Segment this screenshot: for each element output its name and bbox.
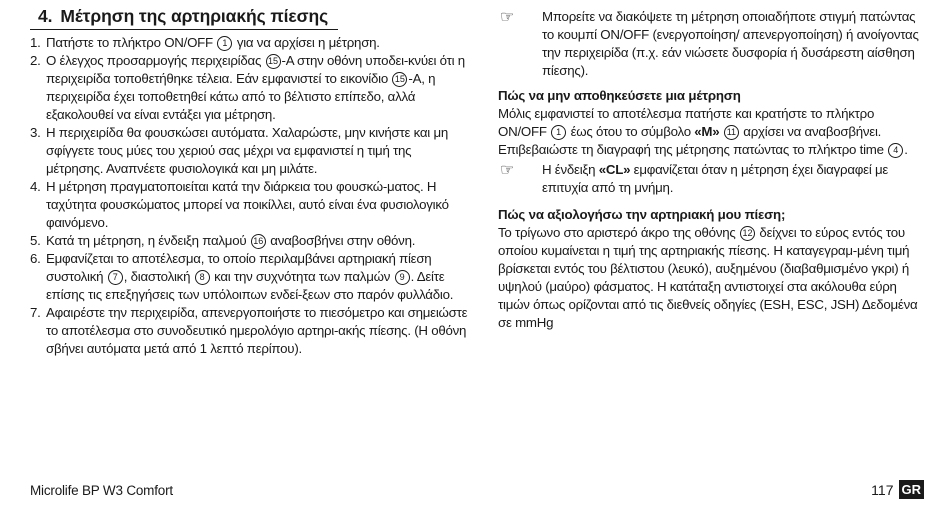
callout-number: 1 — [217, 36, 232, 51]
step-text: Η περιχειρίδα θα φουσκώσει αυτόματα. Χαλαρώστε, μην κινήστε και μη σφίγγετε τους μύες του χεριού σας μέχρι να εμφανιστεί η τιμή της μέτρησης. Αναπνέετε φυσιολογικά και μη μιλάτε. — [46, 125, 449, 176]
step-item — [30, 304, 470, 358]
section-heading — [30, 0, 338, 30]
step-item — [30, 250, 470, 304]
bold-symbol: «CL» — [598, 162, 631, 177]
step-number: 2. — [30, 53, 41, 68]
step-text: Η μέτρηση πραγματοποιείται κατά την διάρκεια του φουσκώ-ματος. Η ταχύτητα φουσκώματος μπορεί να ποικίλλει, αυτό είναι ένα φυσιολογικό φαινόμενο. — [46, 179, 449, 230]
delete-heading: Πώς να μην αποθηκεύσετε μια μέτρηση — [498, 88, 741, 103]
callout-number: 4 — [888, 143, 903, 158]
callout-number: 12 — [740, 226, 755, 241]
callout-number: 9 — [395, 270, 410, 285]
callout-number: 1 — [551, 125, 566, 140]
note-interrupt — [498, 8, 926, 80]
callout-number: 16 — [251, 234, 266, 249]
step-number: 5. — [30, 233, 41, 248]
callout-number: 7 — [108, 270, 123, 285]
step-item — [30, 232, 470, 250]
step-item — [30, 178, 470, 232]
step-text: Εμφανίζεται το αποτέλεσμα, το οποίο περιλαμβάνει αρτηριακή πίεση συστολική 7 , διαστολική 8 και την συχνότητα των παλμών 9 . Δείτε επίσης τις επεξηγήσεις των υπόλοιπων ενδεί-ξεων στο παρόν φυλλάδιο. — [46, 251, 454, 302]
step-number: 6. — [30, 251, 41, 266]
language-badge: GR — [899, 480, 925, 499]
right-column — [498, 0, 926, 332]
footer-page-info — [871, 480, 924, 499]
delete-paragraph: Μόλις εμφανιστεί το αποτέλεσμα πατήστε και κρατήστε το πλήκτρο ON/OFF 1 έως ότου το σύμβολο «M» 11 αρχίσει να αναβοσβήνει. Επιβεβαιώστε τη διαγραφή της μέτρησης πατώντας το πλήκτρο time 4 . — [498, 106, 908, 157]
steps-list — [30, 34, 470, 358]
step-item — [30, 34, 470, 52]
step-number: 7. — [30, 305, 41, 320]
step-number: 1. — [30, 35, 41, 50]
section-number: 4. — [38, 6, 53, 26]
callout-number: 15 — [266, 54, 281, 69]
step-item — [30, 124, 470, 178]
bold-symbol: «M» — [694, 124, 720, 139]
step-number: 4. — [30, 179, 41, 194]
note-cl-text: Η ένδειξη «CL» εμφανίζεται όταν η μέτρηση έχει διαγραφεί με επιτυχία από τη μνήμη. — [542, 162, 889, 195]
callout-number: 15 — [392, 72, 407, 87]
page-number: 117 — [871, 481, 894, 498]
step-text: Κατά τη μέτρηση, η ένδειξη παλμού 16 αναβοσβήνει στην οθόνη. — [46, 233, 416, 248]
section-title: Μέτρηση της αρτηριακής πίεσης — [60, 6, 329, 26]
callout-number: 11 — [724, 125, 739, 140]
note-cl — [498, 161, 926, 197]
assess-heading: Πώς να αξιολογήσω την αρτηριακή μου πίεση; — [498, 207, 786, 222]
step-number: 3. — [30, 125, 41, 140]
pointing-hand-icon: ☞ — [500, 162, 515, 179]
step-text: Πατήστε το πλήκτρο ON/OFF 1 για να αρχίσει η μέτρηση. — [46, 35, 380, 50]
step-text: Αφαιρέστε την περιχειρίδα, απενεργοποιήστε το πιεσόμετρο και σημειώστε το αποτέλεσμα στο συνοδευτικό ημερολόγιο αρτηρι-ακής πίεσης. (Η οθόνη σβήνει αυτόματα μετά από 1 λεπτό περίπου). — [46, 305, 468, 356]
pointing-hand-icon: ☞ — [500, 9, 515, 26]
note-interrupt-text: Μπορείτε να διακόψετε τη μέτρηση οποιαδήποτε στιγμή πατώντας το κουμπί ON/OFF (ενεργοποίηση/ απενεργοποίηση) ή ανοίγοντας την περιχειρίδα (π.χ. εάν νιώσετε δυσφορία ή δυσάρεστη αίσθηση πίεσης). — [542, 9, 919, 78]
left-column — [30, 0, 470, 358]
step-text: Ο έλεγχος προσαρμογής περιχειρίδας 15 -A στην οθόνη υποδει-κνύει ότι η περιχειρίδα τοποθετήθηκε τέλεια. Εάν εμφανιστεί το εικονίδιο 15 -A, η περιχειρίδα έχει τοποθετηθεί κάτω από το βέλτιστο επίπεδο, αλλά εξακολουθεί να είναι εντάξει για μέτρηση. — [46, 53, 465, 122]
callout-number: 8 — [195, 270, 210, 285]
step-item — [30, 52, 470, 124]
footer-product: Microlife BP W3 Comfort — [30, 483, 173, 498]
assess-paragraph: Το τρίγωνο στο αριστερό άκρο της οθόνης 12 δείχνει το εύρος εντός του οποίου κυμαίνεται η τιμή της αρτηριακής πίεσης. Η καταγεγραμ-μένη τιμή βρίσκεται εντός του βέλτιστου (λευκό), αυξημένου (διαβαθμισμένο γκρι) ή υψηλού (μαύρο) φάσματος. Η κατάταξη αντιστοιχεί στα ακόλουθα εύρη τιμών όπως ορίζονται από τις διεθνείς οδηγίες (ESH, ESC, JSH) Δεδομένα σε mmHg — [498, 225, 918, 330]
